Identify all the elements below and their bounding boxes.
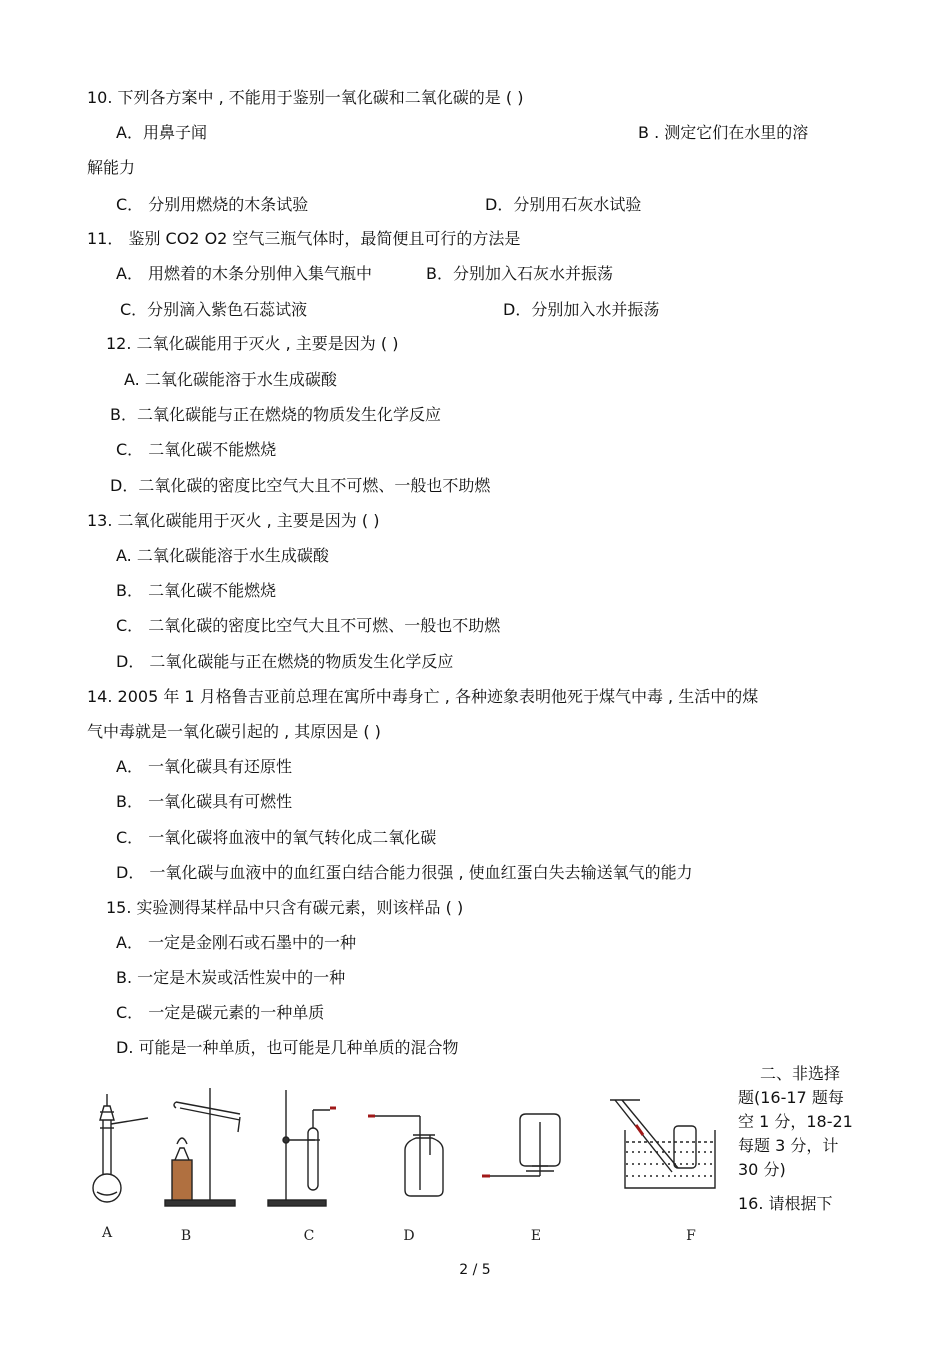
q15-option-b: B. 一定是木炭或活性炭中的一种 (116, 968, 346, 987)
q13-option-a: A. 二氧化碳能溶于水生成碳酸 (116, 546, 329, 565)
q14-stem: 14. 2005 年 1 月格鲁吉亚前总理在寓所中毒身亡 , 各种迹象表明他死于煤气中毒 , 生活中的煤 (87, 687, 759, 706)
q10-option-d: D．分别用石灰水试验 (485, 195, 642, 214)
apparatus-b-heating (165, 1088, 240, 1206)
q14-option-b: B． 一氧化碳具有可燃性 (116, 792, 293, 811)
q15-stem: 15. 实验测得某样品中只含有碳元素，则该样品 ( ) (106, 898, 464, 917)
apparatus-e-inverted-bottle (482, 1114, 560, 1176)
q12-option-a: A. 二氧化碳能溶于水生成碳酸 (124, 370, 337, 389)
apparatus-c-test-tube (268, 1090, 336, 1206)
q10-option-a: A．用鼻子闻 (116, 123, 207, 142)
section-2-line-1: 二、非选择 (760, 1064, 841, 1083)
apparatus-label-d: D (403, 1228, 415, 1244)
apparatus-label-a: A (101, 1225, 113, 1241)
q15-option-a: A． 一定是金刚石或石墨中的一种 (116, 933, 357, 952)
section-2-line-2: 题(16-17 题每 (738, 1088, 844, 1107)
q10-option-b: B . 测定它们在水里的溶 (638, 123, 809, 142)
q12-option-d: D．二氧化碳的密度比空气大且不可燃、一般也不助燃 (110, 476, 491, 495)
q11-option-b: B．分别加入石灰水并振荡 (426, 264, 613, 283)
apparatus-f-water-trough (610, 1100, 715, 1188)
q12-option-c: C． 二氧化碳不能燃烧 (116, 440, 277, 459)
section-2-line-5: 30 分) (738, 1160, 786, 1179)
q15-option-c: C． 一定是碳元素的一种单质 (116, 1003, 325, 1022)
section-2-line-3: 空 1 分，18-21 (738, 1112, 853, 1131)
section-2-heading (738, 1062, 866, 1216)
q10-option-c: C． 分别用燃烧的木条试验 (116, 195, 309, 214)
q13-option-d: D． 二氧化碳能与正在燃烧的物质发生化学反应 (116, 652, 454, 671)
q14-option-a: A． 一氧化碳具有还原性 (116, 757, 293, 776)
q13-option-c: C． 二氧化碳的密度比空气大且不可燃、一般也不助燃 (116, 616, 501, 635)
q11-option-d: D．分别加入水并振荡 (503, 300, 660, 319)
q13-stem: 13. 二氧化碳能用于灭火 , 主要是因为 ( ) (87, 511, 380, 530)
apparatus-label-b: B (180, 1228, 192, 1244)
q14-stem-cont: 气中毒就是一氧化碳引起的 , 其原因是 ( ) (87, 722, 381, 741)
apparatus-label-f: F (686, 1228, 696, 1244)
apparatus-label-e: E (530, 1228, 542, 1244)
q16-stem: 16. 请根据下 (738, 1194, 833, 1213)
page-number: 2 / 5 (459, 1262, 491, 1278)
q12-stem: 12. 二氧化碳能用于灭火 , 主要是因为 ( ) (106, 334, 399, 353)
lab-apparatus-diagram (80, 1080, 730, 1250)
apparatus-a-flask (93, 1094, 148, 1202)
q12-option-b: B．二氧化碳能与正在燃烧的物质发生化学反应 (110, 405, 441, 424)
q10-stem: 10. 下列各方案中 , 不能用于鉴别一氧化碳和二氧化碳的是 ( ) (87, 88, 524, 107)
section-2-line-4: 每题 3 分，计 (738, 1136, 839, 1155)
q14-option-c: C． 一氧化碳将血液中的氧气转化成二氧化碳 (116, 828, 437, 847)
q13-option-b: B． 二氧化碳不能燃烧 (116, 581, 277, 600)
q11-option-c: C．分别滴入紫色石蕊试液 (120, 300, 308, 319)
q15-option-d: D. 可能是一种单质，也可能是几种单质的混合物 (116, 1038, 459, 1057)
q14-option-d: D． 一氧化碳与血液中的血红蛋白结合能力很强 , 使血红蛋白失去输送氧气的能力 (116, 863, 693, 882)
apparatus-d-gas-bottle (368, 1116, 443, 1196)
apparatus-label-c: C (303, 1228, 315, 1244)
q11-option-a: A． 用燃着的木条分别伸入集气瓶中 (116, 264, 373, 283)
q11-stem: 11． 鉴别 CO2 O2 空气三瓶气体时，最简便且可行的方法是 (87, 229, 521, 248)
q10-option-b-cont: 解能力 (87, 158, 136, 177)
